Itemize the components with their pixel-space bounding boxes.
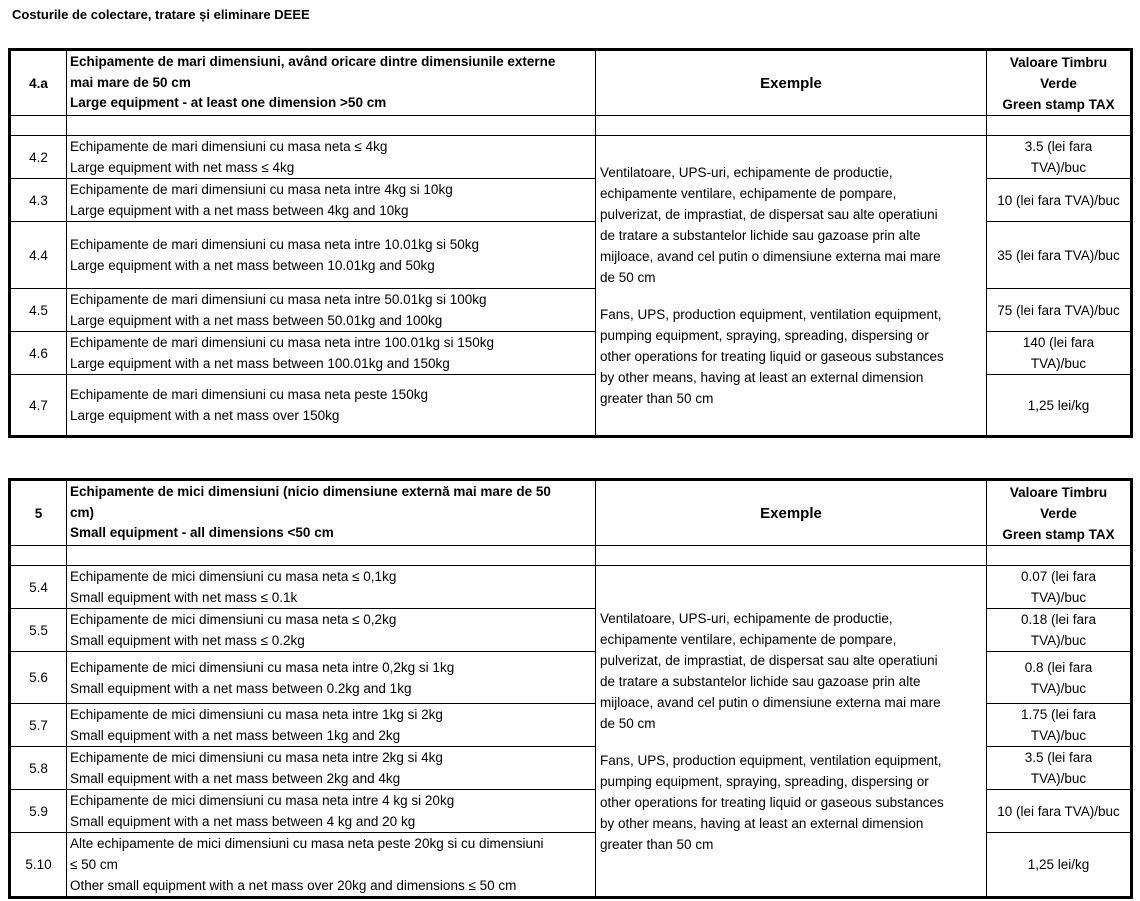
text-line: by other means, having at least an external dimension xyxy=(600,815,924,831)
row-description xyxy=(67,179,596,222)
text-line: de 50 cm xyxy=(600,270,656,285)
text-line: Small equipment with net mass ≤ 0.1k xyxy=(70,590,298,605)
row-number: 5.5 xyxy=(10,609,67,652)
table-row xyxy=(10,136,1132,179)
text-line: Valoare Timbru xyxy=(1009,484,1108,500)
row-description xyxy=(67,375,596,437)
text-line: Small equipment - all dimensions <50 cm xyxy=(70,525,334,541)
row-number: 4.5 xyxy=(10,289,67,332)
section-title xyxy=(67,50,596,116)
row-number: 4.2 xyxy=(10,136,67,179)
row-description xyxy=(67,833,596,898)
row-description xyxy=(67,704,596,747)
green-stamp-value xyxy=(987,136,1132,179)
text-line: Fans, UPS, production equipment, ventilation equipment, xyxy=(600,752,942,768)
text-line: Small equipment with a net mass between 4 kg and 20 kg xyxy=(70,814,416,829)
text-line: Large equipment - at least one dimension >50 cm xyxy=(70,95,387,111)
text-line: greater than 50 cm xyxy=(600,836,714,852)
row-number: 5.9 xyxy=(10,790,67,833)
section-number: 4.a xyxy=(10,50,67,116)
row-description xyxy=(67,222,596,289)
examples-header: Exemple xyxy=(596,50,987,116)
green-stamp-value xyxy=(987,833,1132,898)
text-line: other operations for treating liquid or gaseous substances xyxy=(600,794,944,810)
row-number: 4.6 xyxy=(10,332,67,375)
text-line: 1,25 lei/kg xyxy=(1027,857,1090,872)
text-line: by other means, having at least an external dimension xyxy=(600,370,924,385)
text-line: Echipamente de mici dimensiuni (nicio dimensiune externă mai mare de 50 xyxy=(70,484,551,500)
table-header xyxy=(10,480,1132,546)
text-line: Echipamente de mici dimensiuni cu masa neta intre 0,2kg si 1kg xyxy=(70,659,455,675)
green-stamp-value xyxy=(987,704,1132,747)
text-line: 0.18 (lei fara xyxy=(1020,612,1097,627)
text-line: Green stamp TAX xyxy=(1002,526,1115,542)
text-line: Echipamente de mari dimensiuni cu masa neta peste 150kg xyxy=(70,387,428,402)
row-number: 4.4 xyxy=(10,222,67,289)
text-line: Echipamente de mari dimensiuni cu masa neta intre 4kg si 10kg xyxy=(70,182,453,197)
text-line: Other small equipment with a net mass over 20kg and dimensions ≤ 50 cm xyxy=(70,878,517,893)
row-number: 5.6 xyxy=(10,652,67,704)
green-stamp-value xyxy=(987,609,1132,652)
text-line: 1,25 lei/kg xyxy=(1027,397,1090,413)
row-number: 5.10 xyxy=(10,833,67,898)
text-line: Small equipment with a net mass between 2kg and 4kg xyxy=(70,771,401,786)
text-line: de tratare a substantelor lichide sau gazoase prin alte xyxy=(600,673,921,689)
text-line: pulverizat, de imprastiat, de dispersat sau alte operatiuni xyxy=(600,207,938,222)
text-line: 0.8 (lei fara xyxy=(1024,659,1093,675)
text-line: Small equipment with a net mass between 0.2kg and 1kg xyxy=(70,680,412,696)
text-line: Large equipment with a net mass between 50.01kg and 100kg xyxy=(70,313,443,328)
table-row xyxy=(10,566,1132,609)
text-line: mijloace, avand cel putin o dimensiune externa mai mare xyxy=(600,249,941,264)
green-stamp-value xyxy=(987,566,1132,609)
text-line: Large equipment with a net mass between 4kg and 10kg xyxy=(70,203,409,218)
text-line: other operations for treating liquid or gaseous substances xyxy=(600,349,944,364)
text-line: echipamente ventilare, echipamente de pompare, xyxy=(600,186,897,201)
empty-row xyxy=(10,116,1132,136)
text-line: de 50 cm xyxy=(600,715,656,731)
text-line: Echipamente de mari dimensiuni cu masa neta intre 100.01kg si 150kg xyxy=(70,335,494,350)
text-line: TVA)/buc xyxy=(1030,680,1087,696)
green-stamp-value xyxy=(987,375,1132,437)
text-line: de tratare a substantelor lichide sau gazoase prin alte xyxy=(600,228,921,243)
text-line: mai mare de 50 cm xyxy=(70,74,191,90)
text-line: TVA)/buc xyxy=(1030,728,1087,743)
text-line: 140 (lei fara xyxy=(1022,335,1095,350)
examples-header: Exemple xyxy=(596,480,987,546)
row-number: 5.8 xyxy=(10,747,67,790)
text-line: Large equipment with net mass ≤ 4kg xyxy=(70,160,295,175)
examples-cell xyxy=(596,566,987,898)
text-line: Echipamente de mari dimensiuni cu masa neta intre 10.01kg si 50kg xyxy=(70,237,479,252)
text-line: 0.07 (lei fara xyxy=(1020,569,1097,584)
green-stamp-value xyxy=(987,332,1132,375)
row-description xyxy=(67,136,596,179)
green-stamp-value xyxy=(987,222,1132,289)
row-number: 4.7 xyxy=(10,375,67,437)
text-line: Ventilatoare, UPS-uri, echipamente de productie, xyxy=(600,610,893,626)
text-line: Large equipment with a net mass between 10.01kg and 50kg xyxy=(70,258,435,273)
text-line: Echipamente de mici dimensiuni cu masa neta ≤ 0,2kg xyxy=(70,612,397,627)
green-stamp-value xyxy=(987,652,1132,704)
text-line: 35 (lei fara TVA)/buc xyxy=(997,247,1120,263)
text-line: 75 (lei fara TVA)/buc xyxy=(997,302,1120,318)
text-line: pumping equipment, spraying, spreading, dispersing or xyxy=(600,328,929,343)
text-line: greater than 50 cm xyxy=(600,391,714,406)
text-line: Echipamente de mici dimensiuni cu masa neta intre 4 kg si 20kg xyxy=(70,793,455,808)
text-line: Ventilatoare, UPS-uri, echipamente de productie, xyxy=(600,165,893,180)
green-stamp-value xyxy=(987,179,1132,222)
row-description xyxy=(67,747,596,790)
text-line: echipamente ventilare, echipamente de pompare, xyxy=(600,631,897,647)
section-number: 5 xyxy=(10,480,67,546)
table-header xyxy=(10,50,1132,116)
text-line: Verde xyxy=(1040,505,1077,521)
text-line: 10 (lei fara TVA)/buc xyxy=(997,803,1120,819)
text-line: TVA)/buc xyxy=(1030,160,1087,175)
text-line: TVA)/buc xyxy=(1030,771,1087,786)
row-number: 5.4 xyxy=(10,566,67,609)
text-line: TVA)/buc xyxy=(1030,356,1087,371)
text-line: 10 (lei fara TVA)/buc xyxy=(997,192,1120,208)
text-line: Large equipment with a net mass over 150kg xyxy=(70,408,340,423)
text-line: Alte echipamente de mici dimensiuni cu masa neta peste 20kg si cu dimensiuni xyxy=(70,836,544,851)
row-description xyxy=(67,609,596,652)
text-line: mijloace, avand cel putin o dimensiune externa mai mare xyxy=(600,694,941,710)
green-stamp-value xyxy=(987,289,1132,332)
text-line: pulverizat, de imprastiat, de dispersat sau alte operatiuni xyxy=(600,652,938,668)
text-line: Small equipment with a net mass between 1kg and 2kg xyxy=(70,728,401,743)
small-equipment-table xyxy=(8,478,1133,899)
row-number: 4.3 xyxy=(10,179,67,222)
tax-header xyxy=(987,480,1132,546)
text-line: 1.75 (lei fara xyxy=(1020,707,1097,722)
green-stamp-value xyxy=(987,790,1132,833)
text-line: Verde xyxy=(1040,75,1077,91)
row-description xyxy=(67,790,596,833)
page-title: Costurile de colectare, tratare și eliminare DEEE xyxy=(12,7,310,22)
text-line: pumping equipment, spraying, spreading, dispersing or xyxy=(600,773,929,789)
text-line: Small equipment with net mass ≤ 0.2kg xyxy=(70,633,305,648)
row-description xyxy=(67,652,596,704)
text-line: Fans, UPS, production equipment, ventilation equipment, xyxy=(600,307,942,322)
row-number: 5.7 xyxy=(10,704,67,747)
examples-cell xyxy=(596,136,987,437)
text-line: 3.5 (lei fara xyxy=(1024,750,1093,765)
row-description xyxy=(67,332,596,375)
tax-header xyxy=(987,50,1132,116)
green-stamp-value xyxy=(987,747,1132,790)
text-line: ≤ 50 cm xyxy=(70,857,118,872)
text-line: Valoare Timbru xyxy=(1009,54,1108,70)
large-equipment-table xyxy=(8,48,1133,438)
row-description xyxy=(67,566,596,609)
text-line: Echipamente de mari dimensiuni cu masa neta intre 50.01kg si 100kg xyxy=(70,292,487,307)
section-title xyxy=(67,480,596,546)
text-line: 3.5 (lei fara xyxy=(1024,139,1093,154)
text-line: cm) xyxy=(70,504,95,520)
empty-row xyxy=(10,546,1132,566)
row-description xyxy=(67,289,596,332)
text-line: Large equipment with a net mass between 100.01kg and 150kg xyxy=(70,356,450,371)
text-line: TVA)/buc xyxy=(1030,590,1087,605)
text-line: Echipamente de mici dimensiuni cu masa neta intre 2kg si 4kg xyxy=(70,750,443,765)
text-line: Echipamente de mici dimensiuni cu masa neta intre 1kg si 2kg xyxy=(70,707,443,722)
text-line: Green stamp TAX xyxy=(1002,96,1115,112)
text-line: Echipamente de mici dimensiuni cu masa neta ≤ 0,1kg xyxy=(70,569,397,584)
text-line: Echipamente de mari dimensiuni, având oricare dintre dimensiunile externe xyxy=(70,54,556,70)
text-line: Echipamente de mari dimensiuni cu masa neta ≤ 4kg xyxy=(70,139,388,154)
text-line: TVA)/buc xyxy=(1030,633,1087,648)
